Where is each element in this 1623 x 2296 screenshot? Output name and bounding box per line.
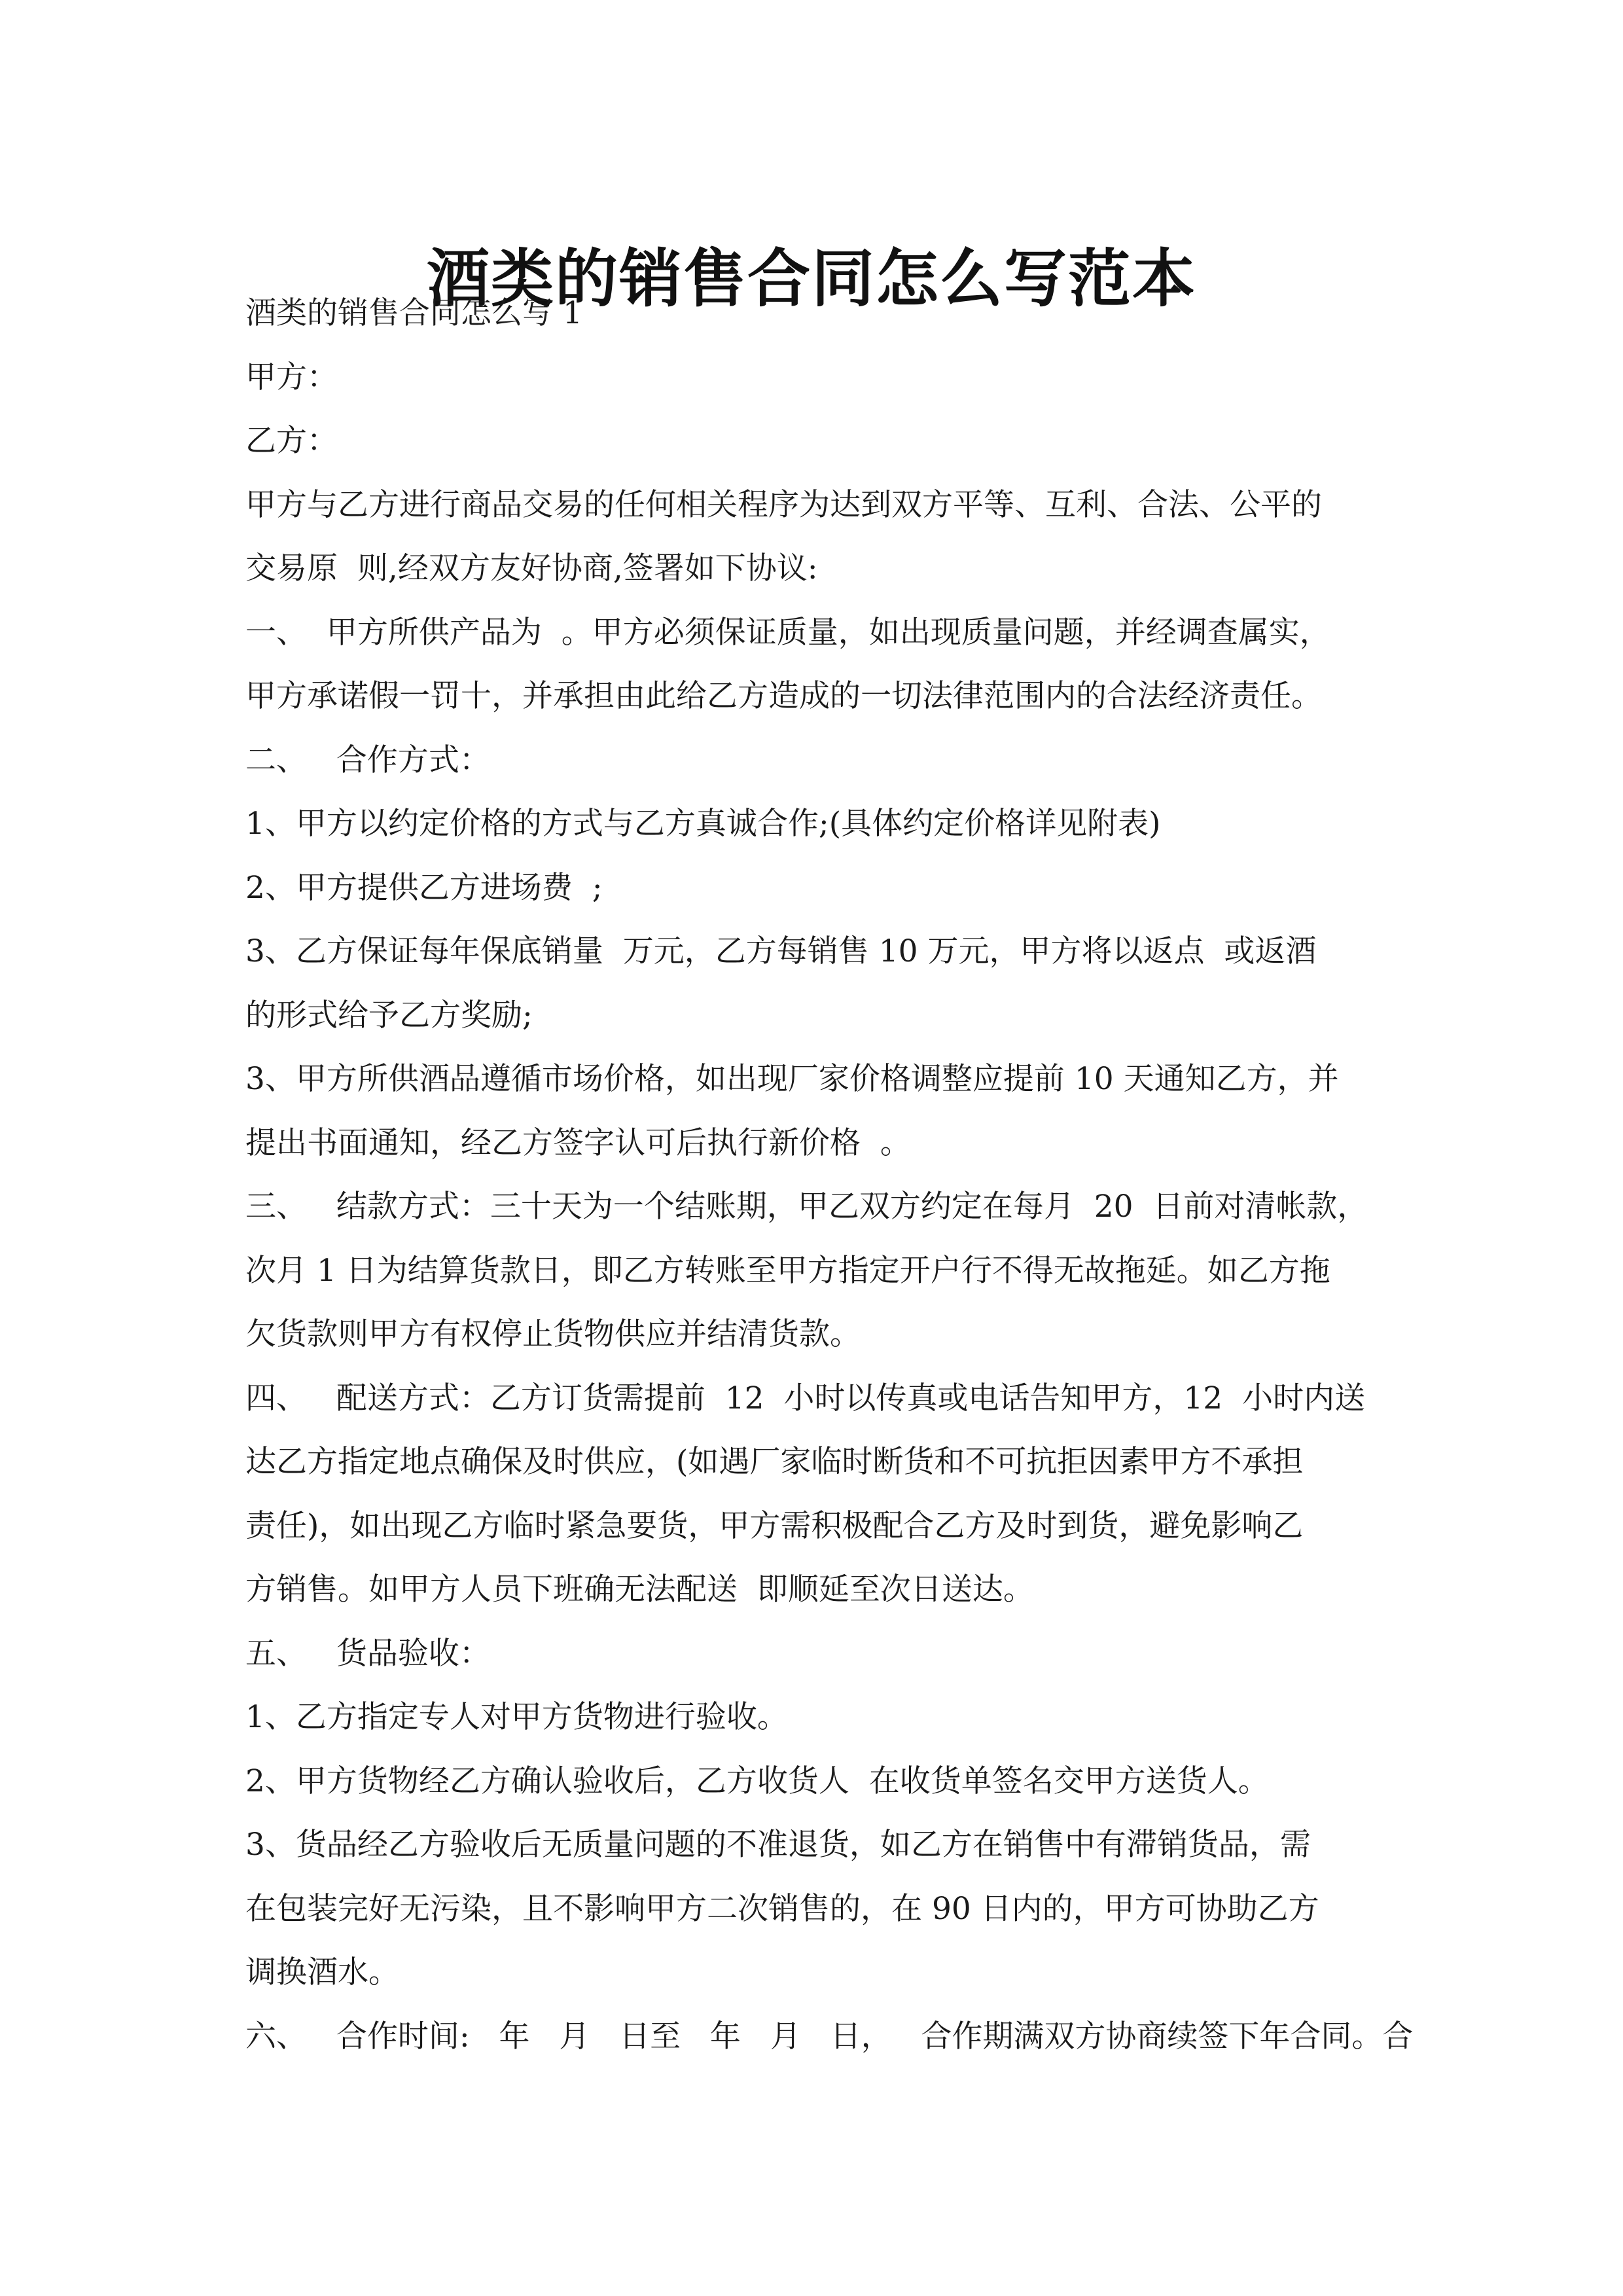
paragraph-line: 达乙方指定地点确保及时供应，(如遇厂家临时断货和不可抗拒因素甲方不承担 xyxy=(245,1444,1304,1480)
document-title: 酒类的销售合同怎么写范本 xyxy=(427,242,1196,316)
paragraph-line: 欠货款则甲方有权停止货物供应并结清货款。 xyxy=(245,1316,861,1352)
paragraph-line: 2、甲方提供乙方进场费 ; xyxy=(245,869,603,906)
paragraph-line: 的形式给予乙方奖励; xyxy=(245,997,533,1033)
paragraph-line: 3、乙方保证每年保底销量 万元，乙方每销售 10 万元，甲方将以返点 或返酒 xyxy=(245,933,1317,969)
paragraph-line: 交易原 则,经双方友好协商,签署如下协议: xyxy=(245,550,818,586)
paragraph-line: 甲方承诺假一罚十，并承担由此给乙方造成的一切法律范围内的合法经济责任。 xyxy=(245,678,1322,714)
paragraph-line: 三、 结款方式：三十天为一个结账期，甲乙双方约定在每月 20 日前对清帐款， xyxy=(245,1189,1368,1225)
paragraph-line: 方销售。如甲方人员下班确无法配送 即顺延至次日送达。 xyxy=(245,1571,1034,1607)
paragraph-line: 一、 甲方所供产品为 。甲方必须保证质量，如出现质量问题，并经调查属实， xyxy=(245,614,1330,651)
paragraph-line: 在包装完好无污染，且不影响甲方二次销售的，在 90 日内的，甲方可协助乙方 xyxy=(245,1890,1319,1927)
paragraph-line: 次月 1 日为结算货款日，即乙方转账至甲方指定开户行不得无故拖延。如乙方拖 xyxy=(245,1252,1330,1289)
paragraph-line: 1、甲方以约定价格的方式与乙方真诚合作;(具体约定价格详见附表) xyxy=(245,806,1161,842)
paragraph-line: 甲方与乙方进行商品交易的任何相关程序为达到双方平等、互利、合法、公平的 xyxy=(245,486,1322,523)
clause-heading: 五、 货品验收： xyxy=(245,1635,490,1672)
paragraph-line: 提出书面通知，经乙方签字认可后执行新价格 。 xyxy=(245,1124,911,1161)
paragraph-line: 四、 配送方式：乙方订货需提前 12 小时以传真或电话告知甲方，12 小时内送 xyxy=(245,1380,1366,1416)
paragraph-line: 责任)，如出现乙方临时紧急要货，甲方需积极配合乙方及时到货，避免影响乙 xyxy=(245,1507,1304,1544)
paragraph-line: 3、货品经乙方验收后无质量问题的不准退货，如乙方在销售中有滞销货品，需 xyxy=(245,1827,1311,1863)
paragraph-line: 3、甲方所供酒品遵循市场价格，如出现厂家价格调整应提前 10 天通知乙方，并 xyxy=(245,1061,1339,1097)
paragraph-line: 六、 合作时间: 年 月 日至 年 月 日， 合作期满双方协商续签下年合同。合 xyxy=(245,2018,1414,2054)
party-b-line: 乙方： xyxy=(245,423,338,459)
document-body xyxy=(245,281,1414,2068)
section-heading: 酒类的销售合同怎么写 1 xyxy=(245,295,582,331)
paragraph-line: 调换酒水。 xyxy=(245,1954,399,1990)
clause-heading: 二、 合作方式： xyxy=(245,742,490,778)
paragraph-line: 1、乙方指定专人对甲方货物进行验收。 xyxy=(245,1699,788,1735)
party-a-line: 甲方： xyxy=(245,359,338,395)
paragraph-line: 2、甲方货物经乙方确认验收后，乙方收货人 在收货单签名交甲方送货人。 xyxy=(245,1763,1269,1799)
